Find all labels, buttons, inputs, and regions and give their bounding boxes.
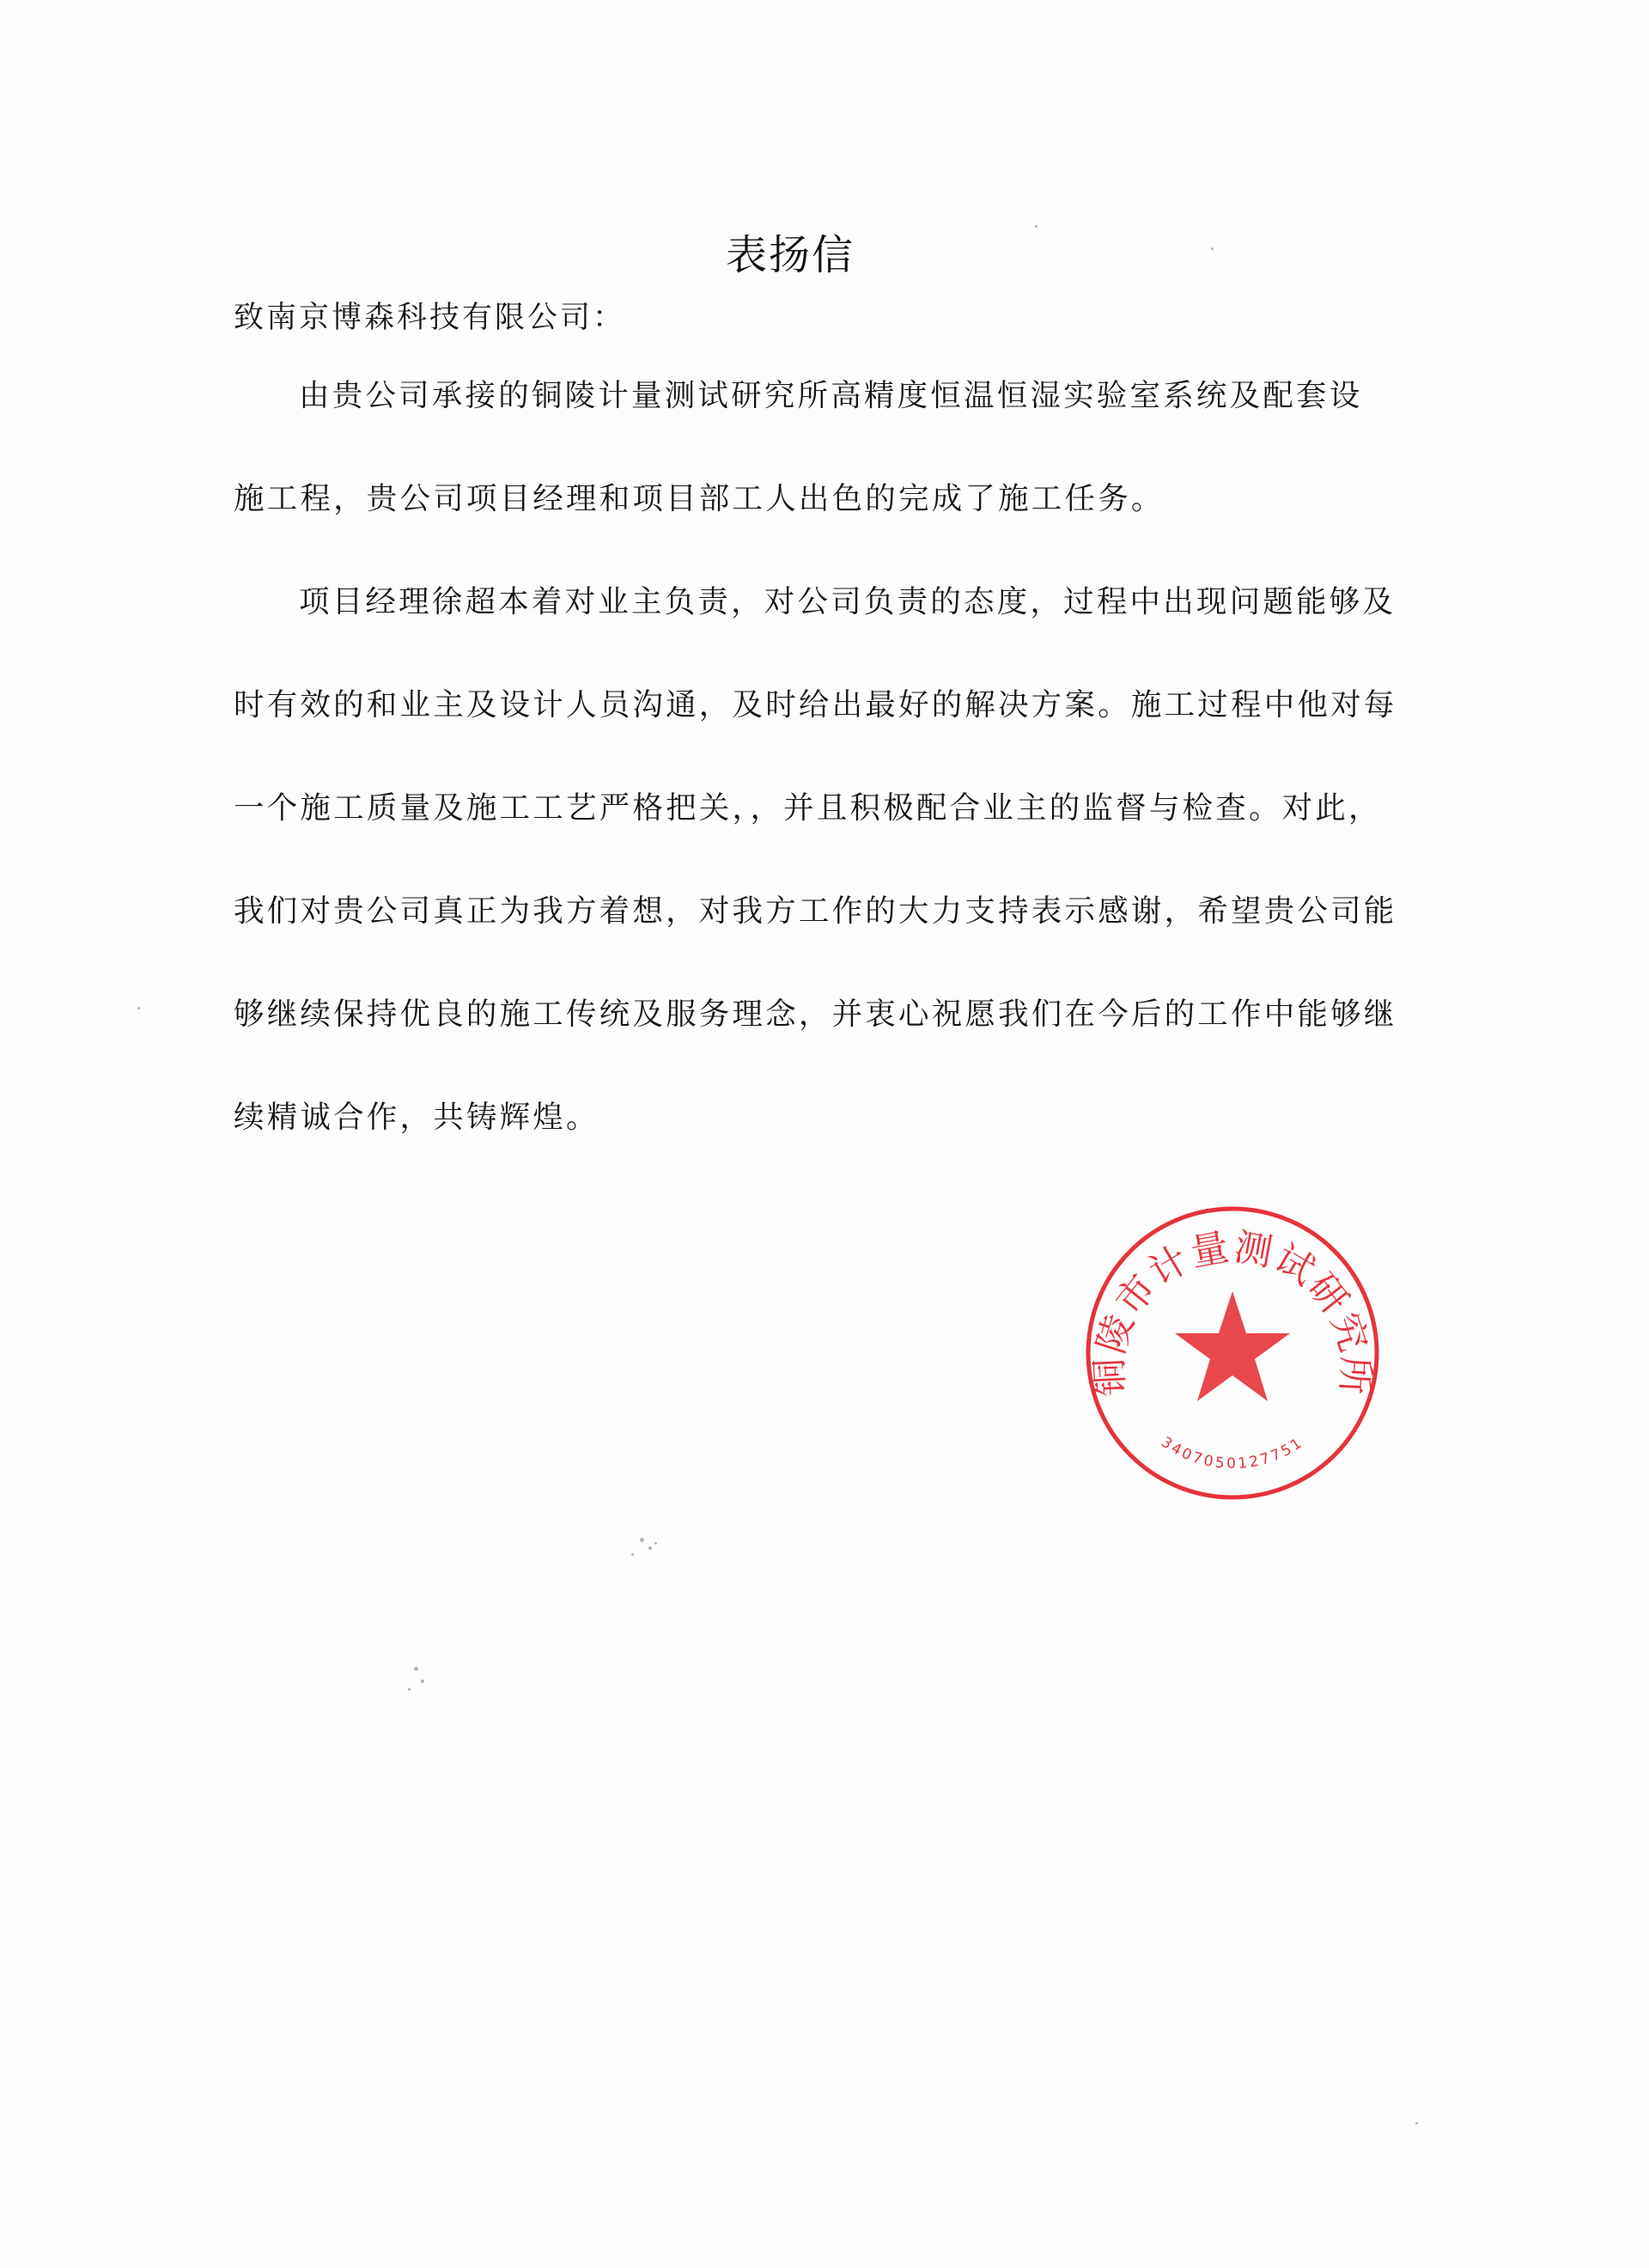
scan-speck xyxy=(137,1007,140,1009)
body-line: 施工程，贵公司项目经理和项目部工人出色的完成了施工任务。 xyxy=(234,481,1165,516)
seal-code-text: 3407050127751 xyxy=(1158,1433,1307,1473)
scan-speck xyxy=(654,1542,657,1545)
body-line: 续精诚合作，共铸辉煌。 xyxy=(234,1100,599,1135)
seal-organization-text: 铜陵市计量测试研究所 xyxy=(1087,1224,1378,1398)
body-line: 由贵公司承接的铜陵计量测试研究所高精度恒温恒湿实验室系统及配套设 xyxy=(299,378,1363,413)
body-line: 够继续保持优良的施工传统及服务理念，并衷心祝愿我们在今后的工作中能够继 xyxy=(234,997,1397,1032)
body-line: 一个施工质量及施工工艺严格把关，，并且积极配合业主的监督与检查。对此， xyxy=(234,790,1382,826)
body-line: 我们对贵公司真正为我方着想，对我方工作的大力支持表示感谢，希望贵公司能 xyxy=(234,893,1397,929)
official-seal xyxy=(1078,1198,1387,1508)
scan-speck xyxy=(1035,225,1037,228)
body-line: 项目经理徐超本着对业主负责，对公司负责的态度，过程中出现问题能够及 xyxy=(299,584,1396,619)
scan-speck xyxy=(421,1680,424,1683)
scan-speck xyxy=(408,1688,411,1691)
salutation: 致南京博森科技有限公司： xyxy=(234,301,626,335)
scan-speck xyxy=(1211,247,1214,250)
scan-speck xyxy=(414,1667,418,1671)
body-line: 时有效的和业主及设计人员沟通，及时给出最好的解决方案。施工过程中他对每 xyxy=(234,687,1397,722)
document-title: 表扬信 xyxy=(725,231,855,279)
scan-speck xyxy=(1415,2122,1418,2125)
scan-speck xyxy=(648,1546,652,1550)
scan-speck xyxy=(631,1553,634,1556)
scan-speck xyxy=(640,1538,644,1542)
star-icon xyxy=(1175,1291,1290,1401)
